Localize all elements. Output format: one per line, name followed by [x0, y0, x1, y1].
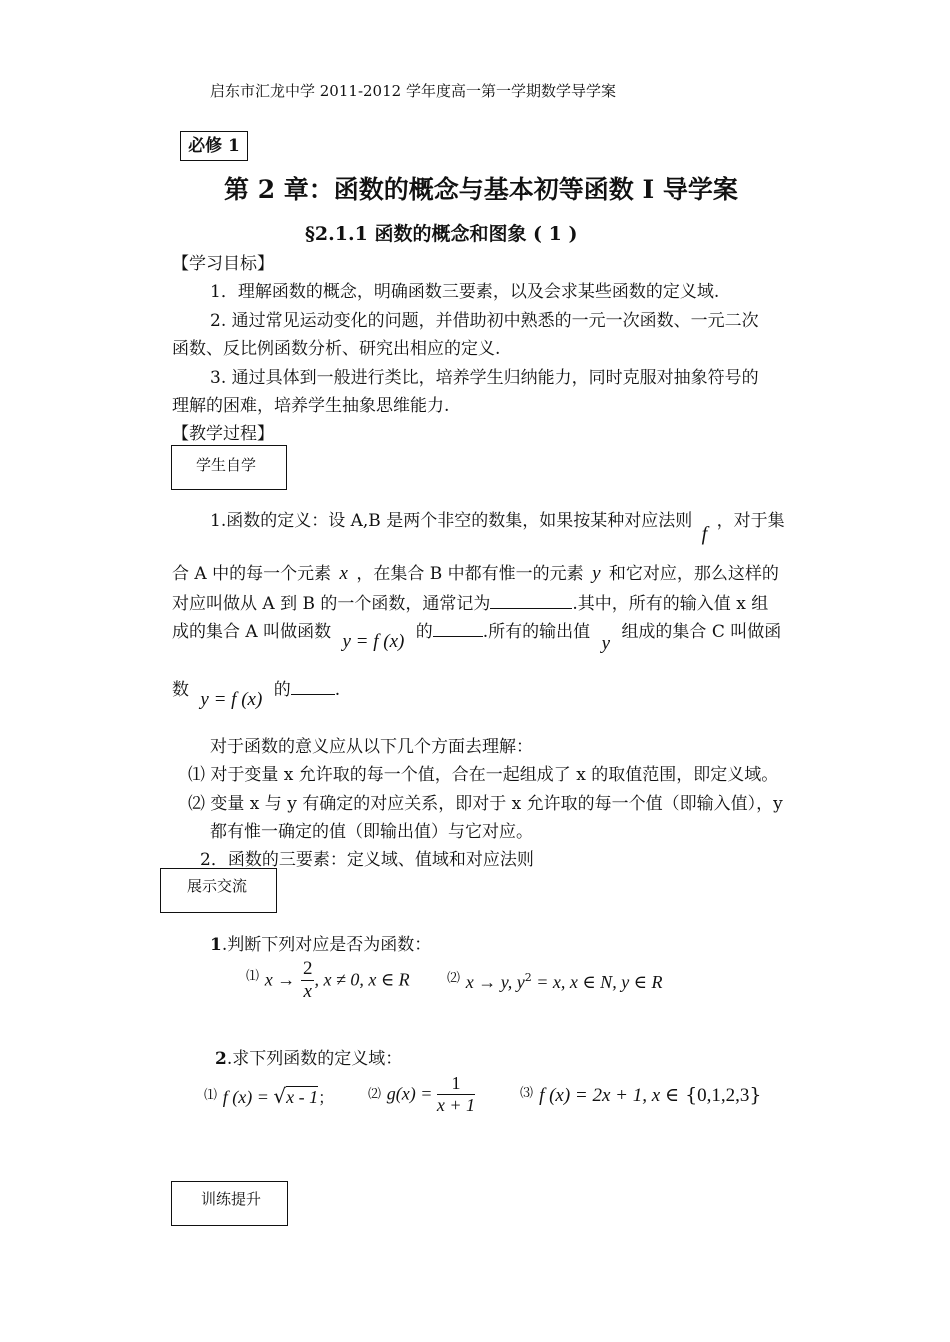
running-header: 启东市汇龙中学 2011-2012 学年度高一第一学期数学导学案	[210, 82, 616, 100]
definition-text: ，对于集	[716, 511, 785, 531]
definition-text: 对应叫做从 A 到 B 的一个函数，通常记为	[172, 594, 491, 614]
process-heading: 【教学过程】	[172, 424, 274, 444]
objective-3-line1: 3. 通过具体到一般进行类比，培养学生归纳能力，同时克服对抽象符号的	[210, 368, 759, 388]
math-expr: , x ≠ 0, x ∈ R	[314, 969, 410, 990]
definition-text: 的	[415, 622, 433, 642]
symbol-x: x	[339, 563, 348, 584]
fill-blank-notation[interactable]	[490, 594, 572, 609]
function-expression: y = f (x)	[200, 689, 263, 710]
definition-text: 和它对应，那么这样的	[608, 564, 779, 584]
question-text: .求下列函数的定义域：	[226, 1049, 403, 1069]
symbol-f: f	[701, 523, 708, 545]
question-number: 1	[210, 935, 222, 955]
math-expr: x → y, y	[465, 972, 525, 992]
symbol-y: y	[592, 563, 601, 584]
sqrt-icon: √	[273, 1084, 287, 1108]
definition-text: ，在集合 B 中都有惟一的元素	[356, 564, 584, 584]
definition-text: 合 A 中的每一个元素	[172, 564, 332, 584]
superscript: 2	[524, 971, 532, 984]
set-brace-open: {	[685, 1084, 698, 1106]
question-text: .判断下列对应是否为函数：	[221, 935, 432, 955]
definition-line2	[172, 559, 779, 585]
section-subtitle: §2.1.1 函数的概念和图象 ( 1 )	[305, 223, 578, 245]
q1-part-b	[447, 971, 663, 993]
part-label: ⑴	[204, 1088, 218, 1103]
objective-3-line2: 理解的困难，培养学生抽象思维能力.	[172, 396, 450, 416]
objective-1: 1．理解函数的概念，明确函数三要素，以及会求某些函数的定义域.	[210, 282, 720, 302]
understanding-point-2-line1: ⑵ 变量 x 与 y 有确定的对应关系，即对于 x 允许取的每一个值（即输入值），y	[188, 794, 783, 814]
three-elements: 2．函数的三要素：定义域、值域和对应法则	[200, 850, 534, 870]
math-expr: g(x) =	[386, 1083, 437, 1104]
definition-line3	[172, 589, 768, 614]
objective-2-line1: 2. 通过常见运动变化的问题，并借助初中熟悉的一元一次函数、一元二次	[210, 311, 759, 331]
fill-blank-domain[interactable]	[433, 622, 483, 637]
math-expr: x →	[264, 969, 296, 990]
fill-blank-range[interactable]	[291, 680, 335, 695]
part-label: ⑶	[520, 1086, 534, 1101]
definition-text: .其中，所有的输入值 x 组	[572, 594, 769, 614]
definition-text: 成的集合 A 叫做函数	[172, 622, 332, 642]
q2-part-a	[204, 1084, 334, 1108]
q1-part-a	[246, 958, 410, 1003]
objective-2-line2: 函数、反比例函数分析、研究出相应的定义.	[172, 339, 501, 359]
part-label: ⑴	[246, 968, 260, 984]
numerator: 2	[302, 958, 313, 979]
definition-line4	[172, 617, 782, 654]
objectives-heading: 【学习目标】	[172, 254, 274, 274]
definition-text: .所有的输出值	[482, 622, 591, 642]
section-box-exchange: 展示交流	[160, 868, 277, 913]
numerator: 1	[437, 1073, 475, 1095]
q2-part-c	[520, 1084, 762, 1107]
math-expr: f (x) =	[222, 1087, 274, 1107]
definition-line5	[172, 675, 341, 710]
course-badge: 必修 1	[180, 131, 248, 161]
question-2	[215, 1044, 402, 1069]
q2-part-b	[368, 1073, 475, 1116]
separator: ；	[318, 1088, 335, 1107]
part-label: ⑵	[447, 971, 461, 986]
definition-text: 组成的集合 C 叫做函	[621, 622, 782, 642]
understanding-point-2-line2: 都有惟一确定的值（即输出值）与它对应。	[210, 822, 533, 842]
question-1	[210, 930, 431, 955]
function-expression: y = f (x)	[342, 631, 405, 652]
definition-text: 1.函数的定义：设 A,B 是两个非空的数集，如果按某种对应法则	[210, 511, 693, 531]
set-elements: 0,1,2,3	[697, 1085, 750, 1106]
page-title: 第 2 章：函数的概念与基本初等函数 Ⅰ 导学案	[224, 175, 738, 204]
fraction	[301, 958, 315, 1003]
definition-line1	[210, 506, 785, 545]
section-box-training: 训练提升	[171, 1181, 288, 1226]
question-number: 2	[215, 1049, 227, 1069]
understanding-intro: 对于函数的意义应从以下几个方面去理解：	[210, 737, 533, 757]
radicand: x - 1	[286, 1087, 319, 1107]
symbol-y: y	[601, 633, 611, 654]
denominator: x	[303, 981, 312, 1002]
fraction	[437, 1073, 475, 1116]
definition-text: 的	[273, 680, 291, 700]
definition-text: .	[334, 680, 341, 700]
understanding-point-1: ⑴ 对于变量 x 允许取的每一个值，合在一起组成了 x 的取值范围，即定义域。	[188, 765, 779, 785]
section-box-self-study: 学生自学	[171, 445, 287, 490]
math-expr: = x, x ∈ N, y ∈ R	[531, 972, 663, 992]
denominator: x + 1	[436, 1095, 476, 1115]
math-expr: f (x) = 2x + 1, x ∈	[539, 1085, 680, 1106]
set-brace-close: }	[749, 1084, 762, 1106]
part-label: ⑵	[368, 1086, 382, 1102]
definition-text: 数	[172, 680, 189, 700]
